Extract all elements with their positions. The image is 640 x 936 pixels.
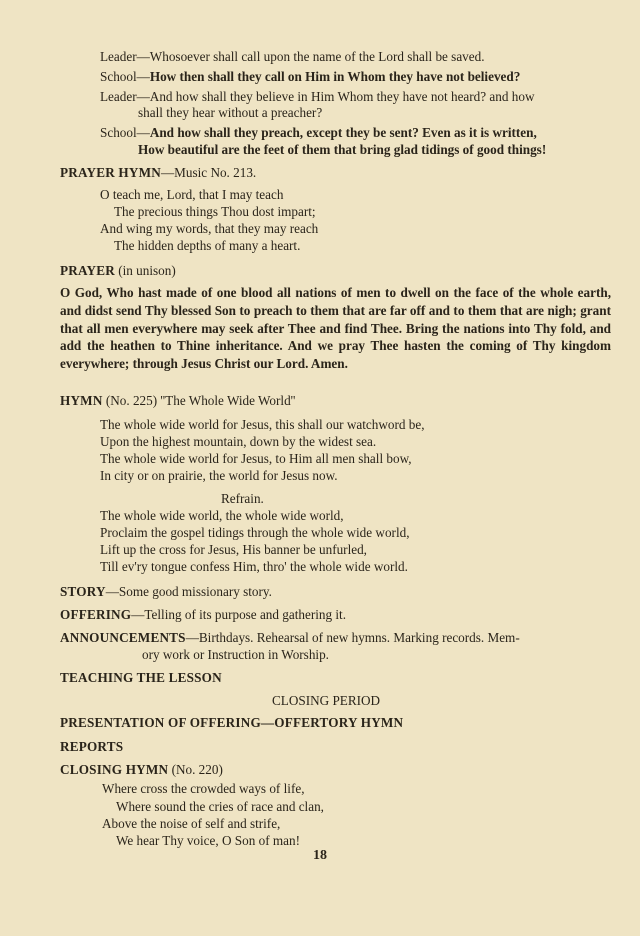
announcements-cont: ory work or Instruction in Worship.: [142, 647, 329, 662]
refrain-line: Lift up the cross for Jesus, His banner be unfurled,: [100, 542, 367, 557]
refrain-label: Refrain.: [221, 491, 264, 506]
story-line: [60, 583, 272, 600]
speaker: School: [100, 125, 137, 140]
prayer-hymn-line: O teach me, Lord, that I may teach: [100, 187, 284, 202]
speaker: Leader: [100, 49, 137, 64]
dialogue-line-1: Leader—Whosoever shall call upon the name of the Lord shall be saved.: [100, 49, 485, 64]
refrain-line: Till ev'ry tongue confess Him, thro' the whole wide world.: [100, 559, 408, 574]
closing-hymn-note: (No. 220): [171, 762, 223, 777]
announcements-heading: ANNOUNCEMENTS: [60, 630, 186, 645]
prayer-heading: PRAYER: [60, 263, 115, 278]
prayer-hymn-heading: PRAYER HYMN: [60, 165, 161, 180]
teaching-heading: TEACHING THE LESSON: [60, 670, 222, 685]
dialogue-line-4: School—And how shall they preach, except they be sent? Even as it is written,: [100, 125, 537, 140]
prayer-hymn-line: The precious things Thou dost impart;: [114, 204, 316, 219]
dialogue-line-4-cont: How beautiful are the feet of them that bring glad tidings of good things!: [138, 142, 547, 157]
speaker: Leader: [100, 89, 137, 104]
prayer-heading-line: [60, 262, 176, 279]
reports-heading: REPORTS: [60, 739, 124, 754]
announcements-text: —Birthdays. Rehearsal of new hymns. Marking records. Mem-: [185, 630, 520, 645]
page-number: 18: [313, 848, 327, 863]
hymn-verse-line: Upon the highest mountain, down by the widest sea.: [100, 434, 377, 449]
dialogue-line-2: School—How then shall they call on Him in Whom they have not believed?: [100, 69, 521, 84]
closing-hymn-line: We hear Thy voice, O Son of man!: [116, 833, 300, 848]
story-heading: STORY: [60, 584, 106, 599]
prayer-note: (in unison): [118, 263, 176, 278]
refrain-line: Proclaim the gospel tidings through the whole wide world,: [100, 525, 410, 540]
story-text: —Some good missionary story.: [105, 584, 272, 599]
offering-text: —Telling of its purpose and gathering it.: [131, 607, 347, 622]
closing-hymn-line: Where sound the cries of race and clan,: [116, 799, 324, 814]
dialogue-line-3-cont: shall they hear without a preacher?: [138, 105, 323, 120]
closing-period-heading: CLOSING PERIOD: [272, 693, 381, 708]
hymn-verse-line: In city or on prairie, the world for Jesus now.: [100, 468, 338, 483]
presentation-heading: PRESENTATION OF OFFERING—OFFERTORY HYMN: [60, 715, 404, 730]
closing-hymn-heading: CLOSING HYMN: [60, 762, 169, 777]
prayer-hymn-heading-line: [60, 164, 256, 181]
closing-hymn-line: Where cross the crowded ways of life,: [102, 781, 305, 796]
dialogue-text: And how shall they believe in Him Whom they have not heard? and how: [149, 89, 535, 104]
prayer-hymn-note: —Music No. 213.: [160, 165, 257, 180]
hymn-heading: HYMN: [60, 393, 103, 408]
dialogue-text: How then shall they call on Him in Whom they have not believed?: [149, 69, 521, 84]
refrain-line: The whole wide world, the whole wide world,: [100, 508, 344, 523]
prayer-hymn-line: The hidden depths of many a heart.: [114, 238, 301, 253]
hymn-note: (No. 225) ''The Whole Wide World'': [105, 393, 296, 408]
speaker: School: [100, 69, 137, 84]
dialogue-text: Whosoever shall call upon the name of the Lord shall be saved.: [149, 49, 485, 64]
prayer-text: O God, Who hast made of one blood all nations of men to dwell on the face of the whole earth, and didst send Thy blessed Son to preach to them that are far off and to them that are nigh; grant that all men everywhere may seek after Thee and find Thee. Bring the nations into Thy fold, and add the heathen to Thine inheritance. And we pray Thee hasten the coming of Thy kingdom everywhere; through Jesus Christ our Lord. Amen.: [60, 285, 611, 372]
offering-line: [60, 606, 346, 623]
announcements-line: [60, 629, 520, 646]
closing-hymn-heading-line: [60, 761, 223, 778]
dialogue-text: And how shall they preach, except they be sent? Even as it is written,: [149, 125, 537, 140]
offering-heading: OFFERING: [60, 607, 132, 622]
hymn-heading-line: [60, 392, 295, 409]
prayer-hymn-line: And wing my words, that they may reach: [100, 221, 319, 236]
dialogue-line-3: Leader—And how shall they believe in Him Whom they have not heard? and how: [100, 89, 535, 104]
hymn-verse-line: The whole wide world for Jesus, to Him all men shall bow,: [100, 451, 412, 466]
hymn-verse-line: The whole wide world for Jesus, this shall our watchword be,: [100, 417, 425, 432]
closing-hymn-line: Above the noise of self and strife,: [102, 816, 281, 831]
